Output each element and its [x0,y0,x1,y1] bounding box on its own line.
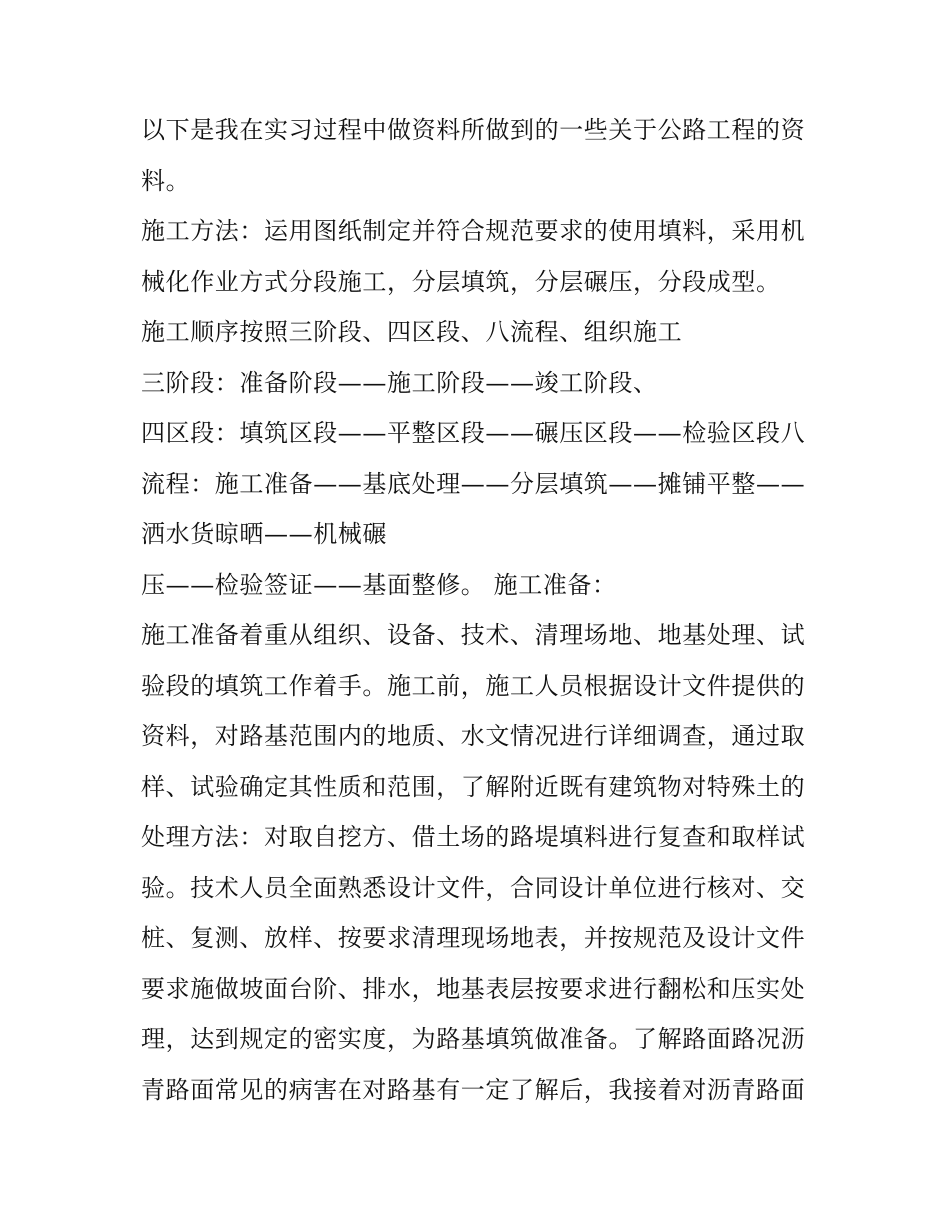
text-line: 械化作业方式分段施工，分层填筑，分层碾压，分段成型。 [141,267,781,296]
text-line: 验。技术人员全面熟悉设计文件，合同设计单位进行核对、交 [141,873,806,902]
text-line: 验段的填筑工作着手。施工前，施工人员根据设计文件提供的 [141,671,806,700]
text-line: 洒水货晾晒——机械碾 [141,520,387,548]
text-line: 样、试验确定其性质和范围，了解附近既有建筑物对特殊土的 [141,772,806,801]
body-text [141,105,821,1115]
text-line: 料。 [141,166,191,195]
text-line: 资料，对路基范围内的地质、水文情况进行详细调查，通过取 [141,722,806,750]
text-line: 压——检验签证——基面整修。 施工准备： [141,570,617,599]
text-line: 施工准备着重从组织、设备、技术、清理场地、地基处理、试 [141,621,806,649]
text-line: 理，达到规定的密实度，为路基填筑做准备。了解路面路况沥 [141,1025,806,1053]
text-line: 流程：施工准备——基底处理——分层填筑——摊铺平整—— [141,469,806,498]
text-line: 要求施做坡面台阶、排水，地基表层按要求进行翻松和压实处 [141,974,806,1003]
text-line: 施工方法：运用图纸制定并符合规范要求的使用填料，采用机 [141,217,806,245]
text-line: 以下是我在实习过程中做资料所做到的一些关于公路工程的资 [141,116,806,144]
text-line: 桩、复测、放样、按要求清理现场地表，并按规范及设计文件 [141,924,806,952]
text-line: 施工顺序按照三阶段、四区段、八流程、组织施工 [141,318,683,346]
text-line: 青路面常见的病害在对路基有一定了解后，我接着对沥青路面 [141,1075,806,1104]
text-line: 三阶段：准备阶段——施工阶段——竣工阶段、 [141,368,658,397]
text-line: 四区段：填筑区段——平整区段——碾压区段——检验区段八 [141,419,806,447]
text-line: 处理方法：对取自挖方、借土场的路堤填料进行复查和取样试 [141,823,806,851]
